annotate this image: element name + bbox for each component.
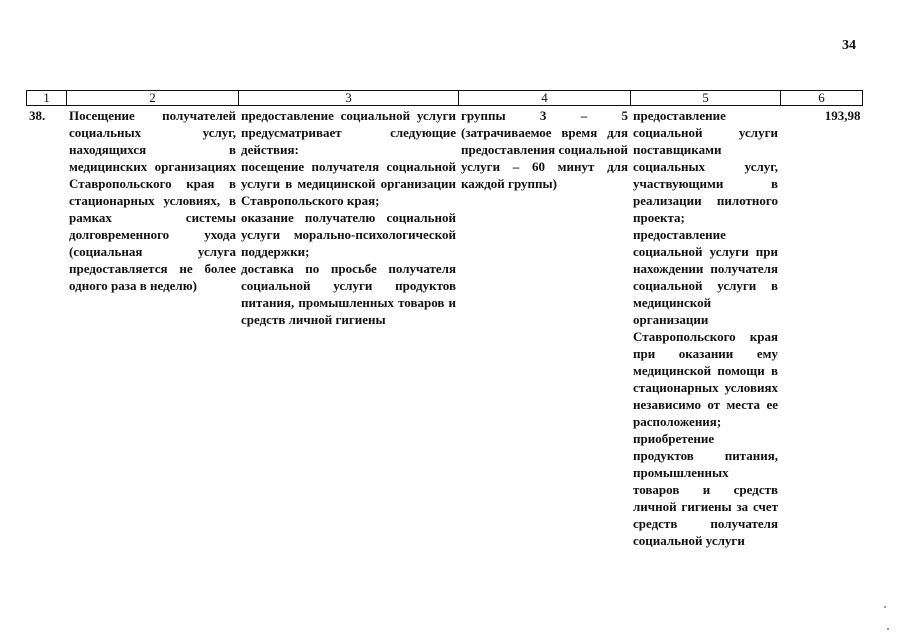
row-number-cell — [27, 106, 67, 550]
scan-speck — [884, 606, 886, 608]
service-conditions-cell — [631, 106, 781, 550]
column-header-3: 3 — [239, 91, 459, 106]
column-header-5: 5 — [631, 91, 781, 106]
services-table — [26, 90, 863, 549]
column-header-4: 4 — [459, 91, 631, 106]
row-number: 38. — [29, 108, 46, 123]
service-name: Посещение получателей социальных услуг, находящихся в медицинских организациях Ставропольского края в стационарных условиях, в рамках системы долговременного ухода (социальная услуга предоставляется не более одного раза в неделю) — [69, 108, 236, 293]
service-name-cell — [67, 106, 239, 550]
page-number: 34 — [842, 38, 856, 53]
column-header-1: 1 — [27, 91, 67, 106]
service-price: 193,98 — [824, 108, 861, 123]
column-header-2: 2 — [67, 91, 239, 106]
service-description: предоставление социальной услуги предусматривает следующие действия: посещение получателя социальной услуги в медицинской организации Ставропольского края; оказание получателю социальной услуги морально-психологической поддержки; доставка по просьбе получателя социальной услуги продуктов питания, промышленных товаров и средств личной гигиены — [241, 108, 456, 327]
service-description-cell — [239, 106, 459, 550]
column-header-6: 6 — [781, 91, 863, 106]
scan-speck — [887, 628, 889, 630]
service-time-cell — [459, 106, 631, 550]
service-time: группы 3 – 5 (затрачиваемое время для предоставления социальной услуги – 60 минут для каждой группы) — [461, 108, 628, 191]
service-conditions: предоставление социальной услуги поставщиками социальных услуг, участвующими в реализации пилотного проекта; предоставление социальной услуги при нахождении получателя социальной услуги в медицинской организации Ставропольского края при оказании ему медицинской помощи в стационарных условиях независимо от места ее расположения; приобретение продуктов питания, промышленных товаров и средств личной гигиены за счет средств получателя социальной услуги — [633, 108, 778, 548]
column-number-row — [27, 91, 863, 106]
table-row — [27, 106, 863, 550]
service-price-cell — [781, 106, 863, 550]
